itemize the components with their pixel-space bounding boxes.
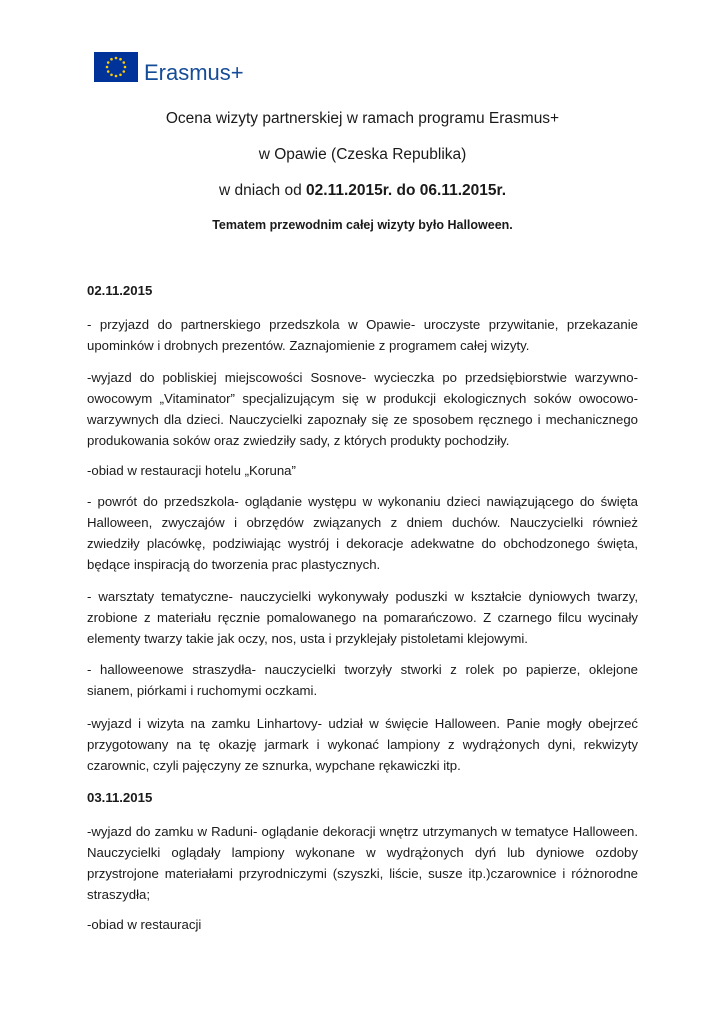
day-date: 03.11.2015 [87, 790, 153, 805]
paragraph: -wyjazd do zamku w Raduni- oglądanie dekoracji wnętrz utrzymanych w tematyce Halloween. Nauczycielki oglądały lampiony wykonane w wydrążonych dyń lub dyniowe ozdoby przystrojone materiałami przyrodniczymi (szyszki, liście, susze itp.)czarownice i różnorodne straszydła; [87, 824, 638, 902]
paragraph: -wyjazd do pobliskiej miejscowości Sosnove- wycieczka po przedsiębiorstwie warzywno-owocowym „Vitaminator” specjalizującym się w produkcji ekologicznych soków owocowo-warzywnych dla dzieci. Nauczycielki zapoznały się ze sposobem ręcznego i mechanicznego produkowania soków oraz zwiedziły sady, z których produkty pochodziły. [87, 370, 638, 448]
visit-theme: Tematem przewodnim całej wizyty było Halloween. [212, 218, 513, 232]
eu-flag-icon [94, 52, 138, 82]
paragraph: -obiad w restauracji hotelu „Koruna” [87, 463, 296, 478]
document-location: w Opawie (Czeska Republika) [258, 146, 467, 163]
paragraph: - warsztaty tematyczne- nauczycielki wykonywały poduszki w kształcie dyniowych twarzy, zrobione z materiału ręcznie pomalowanego na pomarańczowo. Z czarnego filcu wycinały elementy twarzy takie jak oczy, nos, usta i przyklejały pistoletami klejowymi. [87, 589, 638, 646]
date-from: 02.11.2015r. [306, 182, 393, 199]
erasmus-brand-text: Erasmus+ [144, 60, 244, 85]
date-to: 06.11.2015r. [419, 182, 507, 199]
day-date: 02.11.2015 [87, 283, 153, 298]
document-title: Ocena wizyty partnerskiej w ramach programu Erasmus+ [165, 110, 560, 127]
document-dates: w dniach od 02.11.2015r. do 06.11.2015r. [218, 182, 507, 199]
erasmus-logo [94, 52, 244, 85]
paragraph: - przyjazd do partnerskiego przedszkola w Opawie- uroczyste przywitanie, przekazanie upominków i drobnych prezentów. Zaznajomienie z programem całej wizyty. [87, 317, 638, 353]
paragraph: -wyjazd i wizyta na zamku Linhartovy- udział w święcie Halloween. Panie mogły obejrzeć przygotowany na tę okazję jarmark i wykonać lampiony z wydrążonych dyni, rekwizyty czarownic, czyli pajęczyny ze sznurka, wypchane rękawiczki itp. [87, 716, 638, 773]
paragraph: - powrót do przedszkola- oglądanie występu w wykonaniu dzieci nawiązującego do święta Halloween, zwyczajów i obrzędów związanych z dniem duchów. Nauczycielki również zwiedziły placówkę, podziwiając wystrój i dekoracje adekwatne do obchodzonego święta, będące inspiracją do tworzenia prac plastycznych. [87, 494, 638, 572]
paragraph: - halloweenowe straszydła- nauczycielki tworzyły stworki z rolek po papierze, oklejone sianem, piórkami i ruchomymi oczkami. [87, 662, 638, 698]
paragraph: -obiad w restauracji [87, 917, 202, 932]
